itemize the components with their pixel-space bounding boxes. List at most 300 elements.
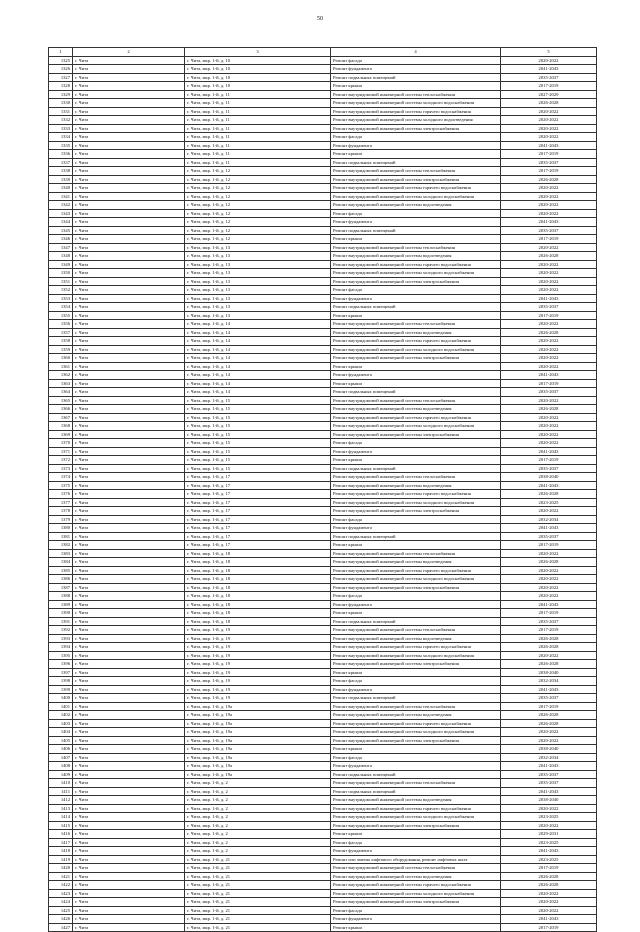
address-cell: г. Чита, мкр. 1-й, д. 14 [185, 320, 331, 329]
table-row [49, 303, 597, 312]
municipality-cell: г. Чита [73, 490, 185, 499]
table-row [49, 813, 597, 822]
table-row [49, 184, 597, 193]
work-type-cell: Ремонт фундамента [331, 524, 501, 533]
table-row [49, 864, 597, 873]
row-number-cell: 1427 [49, 923, 73, 932]
table-row [49, 328, 597, 337]
row-number-cell: 1425 [49, 906, 73, 915]
work-type-cell: Ремонт внутридомовой инженерной системы теплоснабжения [331, 243, 501, 252]
address-cell: г. Чита, мкр. 1-й, д. 15 [185, 430, 331, 439]
period-cell: 2020-2022 [501, 354, 597, 363]
period-cell: 2020-2022 [501, 430, 597, 439]
municipality-cell: г. Чита [73, 532, 185, 541]
municipality-cell: г. Чита [73, 779, 185, 788]
municipality-cell: г. Чита [73, 830, 185, 839]
row-number-cell: 1374 [49, 473, 73, 482]
work-type-cell: Ремонт крыши [331, 235, 501, 244]
table-row [49, 56, 597, 65]
municipality-cell: г. Чита [73, 847, 185, 856]
municipality-cell: г. Чита [73, 507, 185, 516]
period-cell: 2041-2043 [501, 141, 597, 150]
municipality-cell: г. Чита [73, 583, 185, 592]
period-cell: 2032-2034 [501, 515, 597, 524]
period-cell: 2041-2043 [501, 481, 597, 490]
municipality-cell: г. Чита [73, 286, 185, 295]
period-cell: 2017-2019 [501, 379, 597, 388]
municipality-cell: г. Чита [73, 209, 185, 218]
work-type-cell: Ремонт фасада [331, 838, 501, 847]
address-cell: г. Чита, мкр. 1-й, д. 17 [185, 515, 331, 524]
period-cell: 2017-2019 [501, 541, 597, 550]
table-row [49, 481, 597, 490]
row-number-cell: 1382 [49, 541, 73, 550]
address-cell: г. Чита, мкр. 1-й, д. 21 [185, 881, 331, 890]
work-type-cell: Ремонт крыши [331, 362, 501, 371]
period-cell: 2027-2029 [501, 90, 597, 99]
work-type-cell: Ремонт внутридомовой инженерной системы горячего водоснабжения [331, 490, 501, 499]
period-cell: 2038-2040 [501, 745, 597, 754]
table-row [49, 889, 597, 898]
table-row [49, 617, 597, 626]
period-cell: 2035-2037 [501, 303, 597, 312]
work-type-cell: Ремонт внутридомовой инженерной системы водоотведения [331, 711, 501, 720]
address-cell: г. Чита, мкр. 1-й, д. 11 [185, 158, 331, 167]
address-cell: г. Чита, мкр. 1-й, д. 10 [185, 82, 331, 91]
row-number-cell: 1365 [49, 396, 73, 405]
municipality-cell: г. Чита [73, 56, 185, 65]
municipality-cell: г. Чита [73, 558, 185, 567]
period-cell: 2023-2025 [501, 813, 597, 822]
work-type-cell: Ремонт внутридомовой инженерной системы горячего водоснабжения [331, 804, 501, 813]
work-type-cell: Ремонт фасада [331, 677, 501, 686]
municipality-cell: г. Чита [73, 838, 185, 847]
row-number-cell: 1358 [49, 337, 73, 346]
municipality-cell: г. Чита [73, 345, 185, 354]
table-row [49, 592, 597, 601]
work-type-cell: Ремонт фундамента [331, 915, 501, 924]
period-cell: 2020-2022 [501, 651, 597, 660]
table-row [49, 133, 597, 142]
period-cell: 2035-2037 [501, 617, 597, 626]
period-cell: 2023-2025 [501, 498, 597, 507]
address-cell: г. Чита, мкр. 1-й, д. 21 [185, 855, 331, 864]
row-number-cell: 1334 [49, 133, 73, 142]
period-cell: 2041-2043 [501, 524, 597, 533]
table-row [49, 728, 597, 737]
municipality-cell: г. Чита [73, 447, 185, 456]
municipality-cell: г. Чита [73, 566, 185, 575]
table-row [49, 787, 597, 796]
work-type-cell: Ремонт внутридомовой инженерной системы теплоснабжения [331, 90, 501, 99]
address-cell: г. Чита, мкр. 1-й, д. 19 [185, 643, 331, 652]
period-cell: 2026-2028 [501, 328, 597, 337]
municipality-cell: г. Чита [73, 439, 185, 448]
municipality-cell: г. Чита [73, 235, 185, 244]
work-type-cell: Ремонт внутридомовой инженерной системы электроснабжения [331, 660, 501, 669]
municipality-cell: г. Чита [73, 804, 185, 813]
row-number-cell: 1338 [49, 167, 73, 176]
period-cell: 2017-2019 [501, 311, 597, 320]
period-cell: 2041-2043 [501, 600, 597, 609]
municipality-cell: г. Чита [73, 192, 185, 201]
work-type-cell: Ремонт внутридомовой инженерной системы теплоснабжения [331, 626, 501, 635]
table-row [49, 626, 597, 635]
table-row [49, 141, 597, 150]
period-cell: 2026-2028 [501, 881, 597, 890]
address-cell: г. Чита, мкр. 1-й, д. 19а [185, 711, 331, 720]
address-cell: г. Чита, мкр. 1-й, д. 19 [185, 660, 331, 669]
table-row [49, 65, 597, 74]
table-row [49, 82, 597, 91]
table-row [49, 490, 597, 499]
row-number-cell: 1417 [49, 838, 73, 847]
work-type-cell: Ремонт внутридомовой инженерной системы холодного водоснабжения [331, 99, 501, 108]
municipality-cell: г. Чита [73, 65, 185, 74]
table-row [49, 175, 597, 184]
period-cell: 2020-2022 [501, 507, 597, 516]
table-row [49, 192, 597, 201]
period-cell: 2038-2040 [501, 668, 597, 677]
period-cell: 2035-2037 [501, 73, 597, 82]
municipality-cell: г. Чита [73, 430, 185, 439]
work-type-cell: Ремонт внутридомовой инженерной системы электроснабжения [331, 430, 501, 439]
municipality-cell: г. Чита [73, 73, 185, 82]
table-row [49, 753, 597, 762]
column-header: 2 [73, 48, 185, 57]
municipality-cell: г. Чита [73, 694, 185, 703]
table-row [49, 430, 597, 439]
table-row [49, 150, 597, 159]
period-cell: 2020-2022 [501, 736, 597, 745]
period-cell: 2041-2043 [501, 685, 597, 694]
table-row [49, 388, 597, 397]
municipality-cell: г. Чита [73, 549, 185, 558]
table-row [49, 107, 597, 116]
row-number-cell: 1376 [49, 490, 73, 499]
address-cell: г. Чита, мкр. 1-й, д. 21 [185, 898, 331, 907]
work-type-cell: Ремонт внутридомовой инженерной системы водоотведения [331, 252, 501, 261]
address-cell: г. Чита, мкр. 1-й, д. 2 [185, 830, 331, 839]
work-type-cell: Ремонт внутридомовой инженерной системы водоотведения [331, 634, 501, 643]
municipality-cell: г. Чита [73, 719, 185, 728]
register-table [48, 47, 597, 932]
municipality-cell: г. Чита [73, 609, 185, 618]
period-cell: 2020-2022 [501, 362, 597, 371]
table-row [49, 498, 597, 507]
work-type-cell: Ремонт внутридомовой инженерной системы электроснабжения [331, 736, 501, 745]
row-number-cell: 1407 [49, 753, 73, 762]
municipality-cell: г. Чита [73, 226, 185, 235]
municipality-cell: г. Чита [73, 668, 185, 677]
row-number-cell: 1381 [49, 532, 73, 541]
table-row [49, 804, 597, 813]
period-cell: 2023-2025 [501, 838, 597, 847]
period-cell: 2020-2022 [501, 413, 597, 422]
period-cell: 2026-2028 [501, 490, 597, 499]
row-number-cell: 1418 [49, 847, 73, 856]
address-cell: г. Чита, мкр. 1-й, д. 10 [185, 56, 331, 65]
address-cell: г. Чита, мкр. 1-й, д. 10 [185, 73, 331, 82]
table-row [49, 541, 597, 550]
municipality-cell: г. Чита [73, 728, 185, 737]
work-type-cell: Ремонт внутридомовой инженерной системы электроснабжения [331, 175, 501, 184]
period-cell: 2041-2043 [501, 294, 597, 303]
municipality-cell: г. Чита [73, 906, 185, 915]
table-row [49, 235, 597, 244]
work-type-cell: Ремонт внутридомовой инженерной системы горячего водоснабжения [331, 643, 501, 652]
municipality-cell: г. Чита [73, 498, 185, 507]
table-row [49, 762, 597, 771]
work-type-cell: Ремонт внутридомовой инженерной системы теплоснабжения [331, 396, 501, 405]
row-number-cell: 1345 [49, 226, 73, 235]
municipality-cell: г. Чита [73, 422, 185, 431]
table-row [49, 371, 597, 380]
address-cell: г. Чита, мкр. 1-й, д. 15 [185, 447, 331, 456]
row-number-cell: 1387 [49, 583, 73, 592]
row-number-cell: 1331 [49, 107, 73, 116]
work-type-cell: Ремонт крыши [331, 150, 501, 159]
table-row [49, 413, 597, 422]
row-number-cell: 1368 [49, 422, 73, 431]
municipality-cell: г. Чита [73, 396, 185, 405]
table-header-row [49, 48, 597, 57]
table-row [49, 575, 597, 584]
municipality-cell: г. Чита [73, 260, 185, 269]
municipality-cell: г. Чита [73, 167, 185, 176]
work-type-cell: Ремонт внутридомовой инженерной системы холодного водоснабжения [331, 813, 501, 822]
work-type-cell: Ремонт внутридомовой инженерной системы холодного водоснабжения [331, 345, 501, 354]
address-cell: г. Чита, мкр. 1-й, д. 19 [185, 651, 331, 660]
work-type-cell: Ремонт подвальных помещений [331, 617, 501, 626]
municipality-cell: г. Чита [73, 184, 185, 193]
row-number-cell: 1326 [49, 65, 73, 74]
work-type-cell: Ремонт внутридомовой инженерной системы горячего водоснабжения [331, 184, 501, 193]
work-type-cell: Ремонт фундамента [331, 371, 501, 380]
municipality-cell: г. Чита [73, 872, 185, 881]
work-type-cell: Ремонт внутридомовой инженерной системы холодного водоснабжения [331, 575, 501, 584]
period-cell: 2035-2037 [501, 694, 597, 703]
row-number-cell: 1383 [49, 549, 73, 558]
row-number-cell: 1325 [49, 56, 73, 65]
municipality-cell: г. Чита [73, 362, 185, 371]
address-cell: г. Чита, мкр. 1-й, д. 15 [185, 396, 331, 405]
address-cell: г. Чита, мкр. 1-й, д. 11 [185, 107, 331, 116]
period-cell: 2038-2040 [501, 796, 597, 805]
address-cell: г. Чита, мкр. 1-й, д. 14 [185, 354, 331, 363]
municipality-cell: г. Чита [73, 243, 185, 252]
row-number-cell: 1379 [49, 515, 73, 524]
work-type-cell: Ремонт фасада [331, 286, 501, 295]
municipality-cell: г. Чита [73, 855, 185, 864]
work-type-cell: Ремонт крыши [331, 609, 501, 618]
work-type-cell: Ремонт фундамента [331, 762, 501, 771]
period-cell: 2020-2022 [501, 396, 597, 405]
work-type-cell: Ремонт внутридомовой инженерной системы горячего водоснабжения [331, 413, 501, 422]
period-cell: 2020-2022 [501, 260, 597, 269]
period-cell: 2041-2043 [501, 371, 597, 380]
column-header: 3 [185, 48, 331, 57]
period-cell: 2041-2043 [501, 65, 597, 74]
period-cell: 2038-2040 [501, 473, 597, 482]
address-cell: г. Чита, мкр. 1-й, д. 13 [185, 252, 331, 261]
work-type-cell: Ремонт фасада [331, 209, 501, 218]
work-type-cell: Ремонт фундамента [331, 447, 501, 456]
municipality-cell: г. Чита [73, 150, 185, 159]
address-cell: г. Чита, мкр. 1-й, д. 14 [185, 379, 331, 388]
address-cell: г. Чита, мкр. 1-й, д. 19 [185, 685, 331, 694]
period-cell: 2020-2022 [501, 728, 597, 737]
period-cell: 2035-2037 [501, 532, 597, 541]
municipality-cell: г. Чита [73, 915, 185, 924]
table-row [49, 260, 597, 269]
address-cell: г. Чита, мкр. 1-й, д. 2 [185, 796, 331, 805]
work-type-cell: Ремонт внутридомовой инженерной системы холодного водоснабжения [331, 422, 501, 431]
work-type-cell: Ремонт внутридомовой инженерной системы холодного водоснабжения [331, 192, 501, 201]
table-row [49, 532, 597, 541]
row-number-cell: 1391 [49, 617, 73, 626]
address-cell: г. Чита, мкр. 1-й, д. 18 [185, 583, 331, 592]
row-number-cell: 1364 [49, 388, 73, 397]
address-cell: г. Чита, мкр. 1-й, д. 19 [185, 668, 331, 677]
period-cell: 2020-2022 [501, 320, 597, 329]
table-row [49, 923, 597, 932]
address-cell: г. Чита, мкр. 1-й, д. 21 [185, 923, 331, 932]
row-number-cell: 1344 [49, 218, 73, 227]
period-cell: 2017-2019 [501, 864, 597, 873]
work-type-cell: Ремонт фасада [331, 753, 501, 762]
row-number-cell: 1406 [49, 745, 73, 754]
table-row [49, 464, 597, 473]
row-number-cell: 1340 [49, 184, 73, 193]
work-type-cell: Ремонт подвальных помещений [331, 226, 501, 235]
period-cell: 2020-2022 [501, 133, 597, 142]
period-cell: 2020-2022 [501, 124, 597, 133]
period-cell: 2032-2034 [501, 677, 597, 686]
row-number-cell: 1341 [49, 192, 73, 201]
table-row [49, 379, 597, 388]
table-row [49, 167, 597, 176]
period-cell: 2035-2037 [501, 388, 597, 397]
municipality-cell: г. Чита [73, 133, 185, 142]
period-cell: 2017-2019 [501, 150, 597, 159]
row-number-cell: 1411 [49, 787, 73, 796]
row-number-cell: 1420 [49, 864, 73, 873]
municipality-cell: г. Чита [73, 813, 185, 822]
row-number-cell: 1355 [49, 311, 73, 320]
address-cell: г. Чита, мкр. 1-й, д. 2 [185, 813, 331, 822]
address-cell: г. Чита, мкр. 1-й, д. 18 [185, 600, 331, 609]
municipality-cell: г. Чита [73, 923, 185, 932]
address-cell: г. Чита, мкр. 1-й, д. 18 [185, 617, 331, 626]
table-row [49, 439, 597, 448]
address-cell: г. Чита, мкр. 1-й, д. 12 [185, 235, 331, 244]
municipality-cell: г. Чита [73, 107, 185, 116]
address-cell: г. Чита, мкр. 1-й, д. 12 [185, 201, 331, 210]
work-type-cell: Ремонт подвальных помещений [331, 694, 501, 703]
address-cell: г. Чита, мкр. 1-й, д. 13 [185, 311, 331, 320]
municipality-cell: г. Чита [73, 745, 185, 754]
period-cell: 2020-2022 [501, 583, 597, 592]
work-type-cell: Ремонт крыши [331, 311, 501, 320]
municipality-cell: г. Чита [73, 320, 185, 329]
municipality-cell: г. Чита [73, 175, 185, 184]
row-number-cell: 1410 [49, 779, 73, 788]
period-cell: 2020-2022 [501, 277, 597, 286]
period-cell: 2026-2028 [501, 634, 597, 643]
address-cell: г. Чита, мкр. 1-й, д. 11 [185, 150, 331, 159]
period-cell: 2041-2043 [501, 218, 597, 227]
row-number-cell: 1408 [49, 762, 73, 771]
address-cell: г. Чита, мкр. 1-й, д. 14 [185, 362, 331, 371]
row-number-cell: 1388 [49, 592, 73, 601]
work-type-cell: Ремонт фундамента [331, 65, 501, 74]
work-type-cell: Ремонт внутридомовой инженерной системы водоотведения [331, 201, 501, 210]
address-cell: г. Чита, мкр. 1-й, д. 11 [185, 141, 331, 150]
address-cell: г. Чита, мкр. 1-й, д. 19а [185, 719, 331, 728]
address-cell: г. Чита, мкр. 1-й, д. 17 [185, 541, 331, 550]
work-type-cell: Ремонт внутридомовой инженерной системы холодного водоснабжения [331, 889, 501, 898]
row-number-cell: 1350 [49, 269, 73, 278]
row-number-cell: 1399 [49, 685, 73, 694]
row-number-cell: 1414 [49, 813, 73, 822]
address-cell: г. Чита, мкр. 1-й, д. 2 [185, 821, 331, 830]
column-header: 5 [501, 48, 597, 57]
municipality-cell: г. Чита [73, 337, 185, 346]
address-cell: г. Чита, мкр. 1-й, д. 17 [185, 498, 331, 507]
work-type-cell: Ремонт подвальных помещений [331, 770, 501, 779]
municipality-cell: г. Чита [73, 99, 185, 108]
period-cell: 2032-2034 [501, 753, 597, 762]
period-cell: 2017-2019 [501, 235, 597, 244]
work-type-cell: Ремонт фундамента [331, 685, 501, 694]
row-number-cell: 1357 [49, 328, 73, 337]
work-type-cell: Ремонт внутридомовой инженерной системы холодного водоснабжения [331, 269, 501, 278]
row-number-cell: 1405 [49, 736, 73, 745]
work-type-cell: Ремонт крыши [331, 82, 501, 91]
work-type-cell: Ремонт фундамента [331, 218, 501, 227]
address-cell: г. Чита, мкр. 1-й, д. 21 [185, 872, 331, 881]
row-number-cell: 1353 [49, 294, 73, 303]
period-cell: 2020-2022 [501, 286, 597, 295]
period-cell: 2020-2022 [501, 592, 597, 601]
address-cell: г. Чита, мкр. 1-й, д. 2 [185, 847, 331, 856]
table-row [49, 796, 597, 805]
table-row [49, 745, 597, 754]
period-cell: 2020-2022 [501, 56, 597, 65]
period-cell: 2026-2028 [501, 99, 597, 108]
row-number-cell: 1335 [49, 141, 73, 150]
work-type-cell: Ремонт внутридомовой инженерной системы горячего водоснабжения [331, 719, 501, 728]
row-number-cell: 1343 [49, 209, 73, 218]
address-cell: г. Чита, мкр. 1-й, д. 18 [185, 609, 331, 618]
work-type-cell: Ремонт подвальных помещений [331, 388, 501, 397]
row-number-cell: 1371 [49, 447, 73, 456]
work-type-cell: Ремонт фундамента [331, 600, 501, 609]
row-number-cell: 1351 [49, 277, 73, 286]
address-cell: г. Чита, мкр. 1-й, д. 21 [185, 906, 331, 915]
address-cell: г. Чита, мкр. 1-й, д. 13 [185, 269, 331, 278]
period-cell: 2020-2022 [501, 566, 597, 575]
work-type-cell: Ремонт крыши [331, 830, 501, 839]
table-row [49, 830, 597, 839]
table-row [49, 345, 597, 354]
municipality-cell: г. Чита [73, 201, 185, 210]
table-row [49, 583, 597, 592]
work-type-cell: Ремонт внутридомовой инженерной системы горячего водоснабжения [331, 881, 501, 890]
work-type-cell: Ремонт внутридомовой инженерной системы теплоснабжения [331, 864, 501, 873]
table-row [49, 286, 597, 295]
